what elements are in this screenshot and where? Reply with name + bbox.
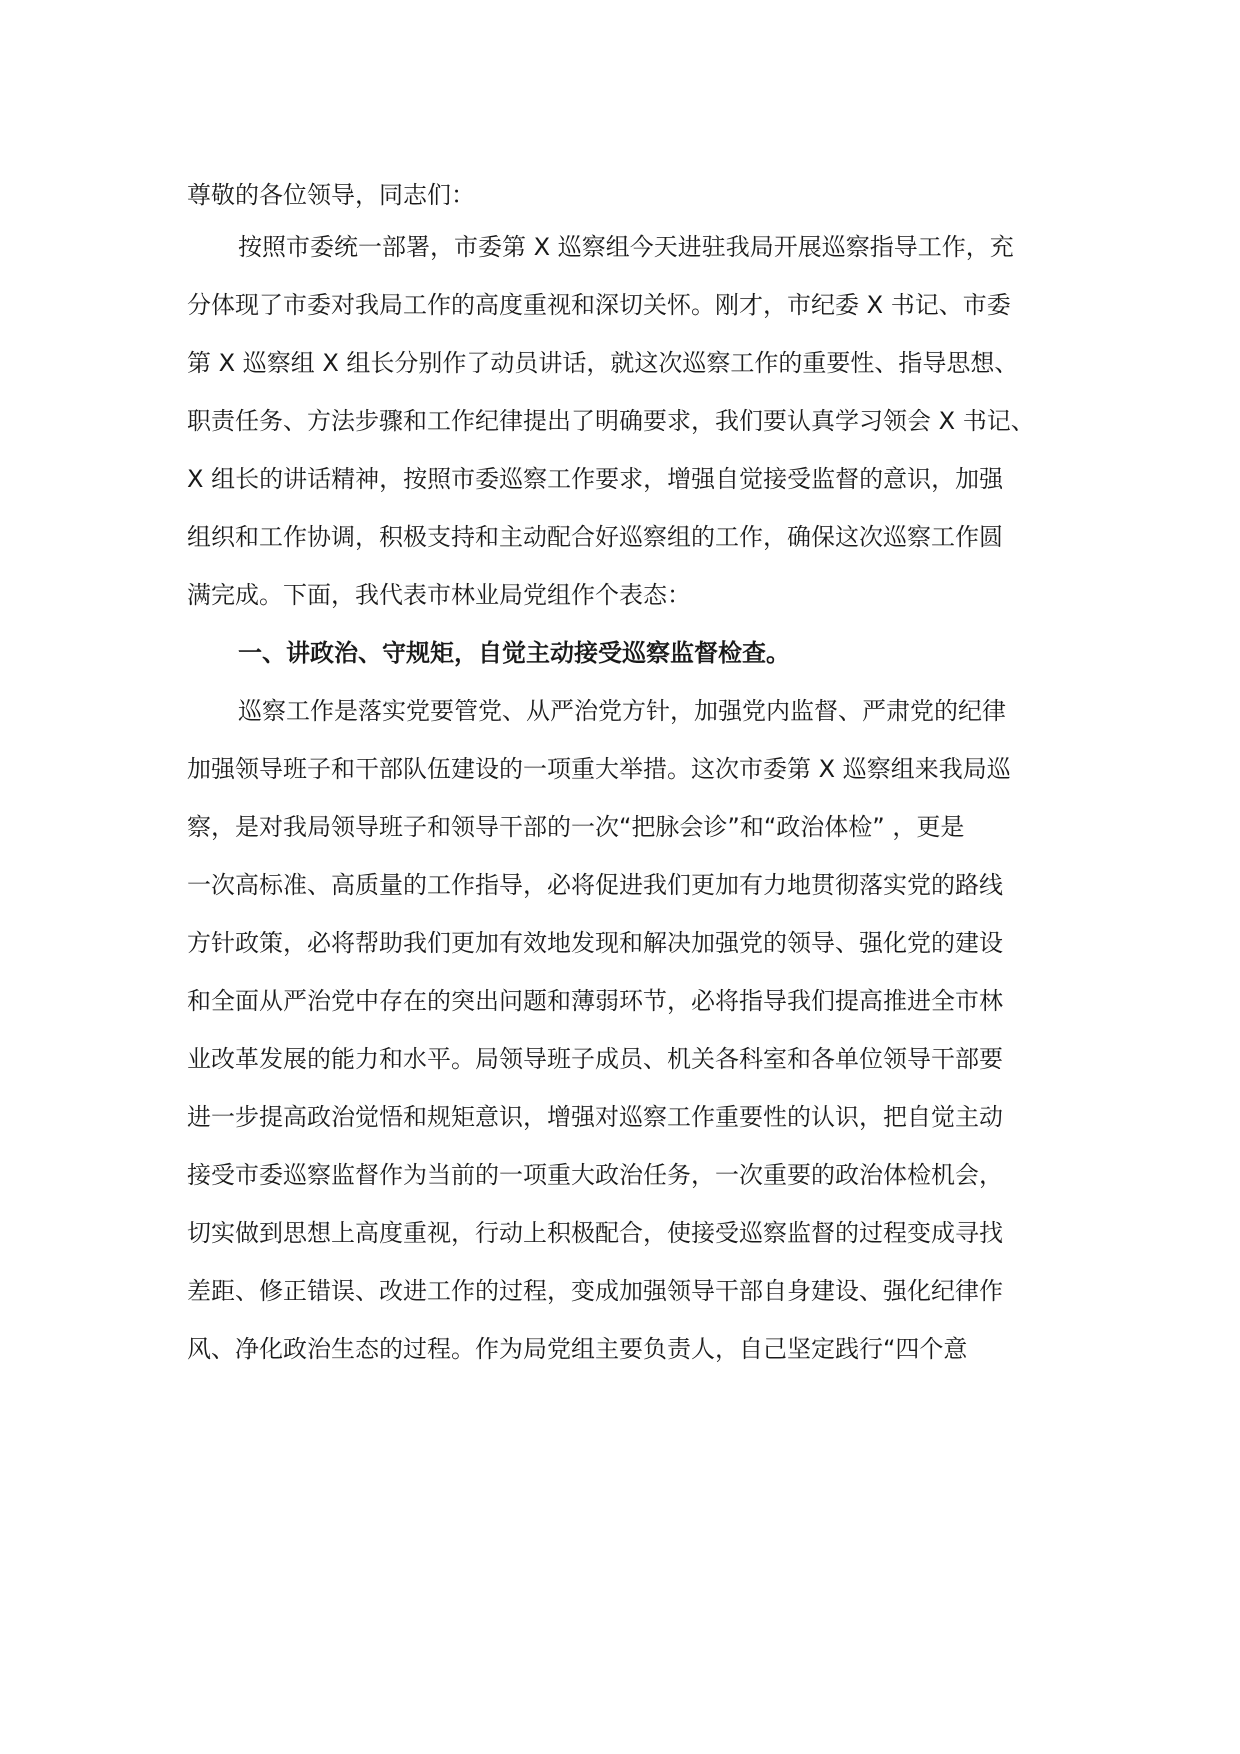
section-1-heading: 一、讲政治、守规矩，自觉主动接受巡察监督检查。 <box>238 639 790 667</box>
paragraph-1-line-5: X 组长的讲话精神，按照市委巡察工作要求，增强自觉接受监督的意识，加强 <box>187 465 1004 493</box>
paragraph-2-line-7: 业改革发展的能力和水平。局领导班子成员、机关各科室和各单位领导干部要 <box>187 1045 1003 1073</box>
paragraph-2-line-6: 和全面从严治党中存在的突出问题和薄弱环节，必将指导我们提高推进全市林 <box>187 987 1003 1015</box>
salutation: 尊敬的各位领导，同志们： <box>187 181 475 209</box>
paragraph-1-line-6: 组织和工作协调，积极支持和主动配合好巡察组的工作，确保这次巡察工作圆 <box>187 523 1003 551</box>
paragraph-2-line-12: 风、净化政治生态的过程。作为局党组主要负责人，自己坚定践行“四个意 <box>187 1335 968 1363</box>
paragraph-2-line-4: 一次高标准、高质量的工作指导，必将促进我们更加有力地贯彻落实党的路线 <box>187 871 1003 899</box>
paragraph-1-line-3: 第 X 巡察组 X 组长分别作了动员讲话，就这次巡察工作的重要性、指导思想、 <box>187 349 1019 377</box>
paragraph-1-line-7: 满完成。下面，我代表市林业局党组作个表态： <box>187 581 691 609</box>
paragraph-2-line-8: 进一步提高政治觉悟和规矩意识，增强对巡察工作重要性的认识，把自觉主动 <box>187 1103 1003 1131</box>
paragraph-2-line-10: 切实做到思想上高度重视，行动上积极配合，使接受巡察监督的过程变成寻找 <box>187 1219 1003 1247</box>
paragraph-2-line-3: 察，是对我局领导班子和领导干部的一次“把脉会诊”和“政治体检” ，更是 <box>187 813 965 841</box>
paragraph-2-line-5: 方针政策，必将帮助我们更加有效地发现和解决加强党的领导、强化党的建设 <box>187 929 1003 957</box>
paragraph-2-line-2: 加强领导班子和干部队伍建设的一项重大举措。这次市委第 X 巡察组来我局巡 <box>187 755 1011 783</box>
paragraph-2-line-11: 差距、修正错误、改进工作的过程，变成加强领导干部自身建设、强化纪律作 <box>187 1277 1003 1305</box>
paragraph-1-line-2: 分体现了市委对我局工作的高度重视和深切关怀。刚才，市纪委 X 书记、市委 <box>187 291 1011 319</box>
paragraph-2-line-1: 巡察工作是落实党要管党、从严治党方针，加强党内监督、严肃党的纪律 <box>238 697 1006 725</box>
paragraph-1-line-4: 职责任务、方法步骤和工作纪律提出了明确要求，我们要认真学习领会 X 书记、 <box>187 407 1035 435</box>
paragraph-1-line-1: 按照市委统一部署，市委第 X 巡察组今天进驻我局开展巡察指导工作，充 <box>238 233 1014 261</box>
paragraph-2-line-9: 接受市委巡察监督作为当前的一项重大政治任务，一次重要的政治体检机会， <box>187 1161 1003 1189</box>
